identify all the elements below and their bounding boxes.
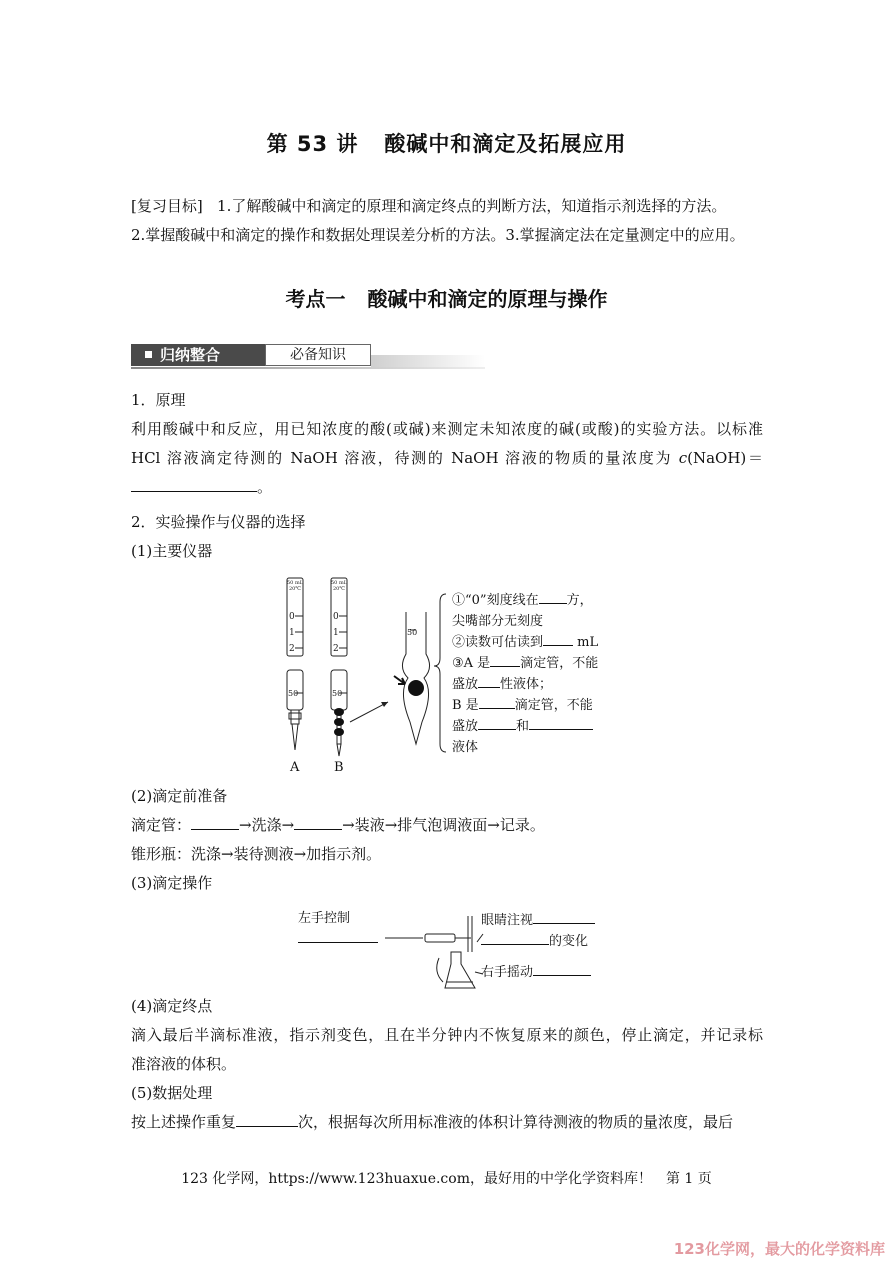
answer-blank[interactable] xyxy=(236,1110,298,1127)
endpoint-block xyxy=(131,992,763,1137)
instrument-heading: (1)主要仪器 xyxy=(131,542,213,560)
buret-a-capacity: 50 mL xyxy=(287,580,304,586)
section-number: 考点一 xyxy=(285,287,346,311)
review-line-2 xyxy=(131,221,763,250)
note-1: ①“0”刻度线在 方， xyxy=(452,593,593,608)
note-2: 尖嘴部分无刻度 xyxy=(452,614,544,629)
glass-bead-icon xyxy=(334,718,344,726)
lecture-number: 第 53 讲 xyxy=(266,132,359,156)
buret-b-scale-2: 2 xyxy=(333,644,339,654)
buret-a-temp: 20℃ xyxy=(289,586,301,592)
operation-heading: 2．实验操作与仪器的选择 xyxy=(131,513,306,531)
buret-notes xyxy=(452,590,622,758)
eyes-label: 眼睛注视 xyxy=(481,910,595,931)
principle-heading: 1．原理 xyxy=(131,391,186,409)
note-4: ③A 是 滴定管，不能 xyxy=(452,656,599,671)
answer-blank[interactable] xyxy=(529,717,593,730)
right-hand-icon xyxy=(437,958,443,982)
prep-line-2: 锥形瓶：洗涤→装待测液→加指示剂。 xyxy=(131,845,382,863)
data-heading: (5)数据处理 xyxy=(131,1084,213,1102)
data-text: 按上述操作重复 次，根据每次所用标准液的体积计算待测液的物质的量浓度，最后 xyxy=(131,1108,763,1137)
page-footer: 123 化学网，https://www.123huaxue.com，最好用的中学化学资料库！ 第 1 页 xyxy=(181,1171,712,1187)
banner-dark-label: 归纳整合 xyxy=(131,344,265,366)
prep-heading: (2)滴定前准备 xyxy=(131,787,228,805)
titration-figure xyxy=(385,912,485,990)
prep-line-1: 滴定管： →洗涤→ →装液→排气泡调液面→记录。 xyxy=(131,811,763,840)
banner-fade xyxy=(371,355,485,367)
buret-b-scale-50: 50 xyxy=(332,689,343,698)
answer-blank[interactable] xyxy=(478,717,516,730)
endpoint-heading: (4)滴定终点 xyxy=(131,997,213,1015)
note-8: 液体 xyxy=(452,740,479,755)
section-title: 酸碱中和滴定的原理与操作 xyxy=(367,287,608,311)
operation-block xyxy=(131,508,763,566)
note-7: 盛放 和 xyxy=(452,716,622,737)
section-heading xyxy=(0,283,893,312)
review-goal-2: 2.掌握酸碱中和滴定的操作和数据处理误差分析的方法。 xyxy=(131,226,506,244)
endpoint-text-1: 滴入最后半滴标准液，指示剂变色，且在半分钟内不恢复原来的颜色，停止滴定，并记录标 xyxy=(131,1026,763,1044)
right-labels xyxy=(481,910,595,983)
review-goal-3: 3.掌握滴定法在定量测定中的应用。 xyxy=(505,226,745,244)
answer-blank[interactable] xyxy=(479,696,515,709)
note-3: ②读数可估读到 mL xyxy=(452,635,599,650)
buret-a-scale-0: 0 xyxy=(289,612,295,622)
brace-icon xyxy=(434,594,446,752)
rubber-tube-bead xyxy=(334,708,344,716)
banner-underline xyxy=(131,367,485,369)
review-goals xyxy=(131,192,763,250)
endpoint-text-2: 准溶液的体积。 xyxy=(131,1055,237,1073)
square-bullet-icon xyxy=(145,351,152,358)
rubber-tube-bead xyxy=(334,728,344,736)
answer-blank[interactable] xyxy=(533,963,591,976)
principle-text-3: 。 xyxy=(131,473,763,502)
eyes-label-2: 的变化 xyxy=(481,931,595,952)
left-hand-label: 左手控制 xyxy=(298,908,378,950)
answer-blank[interactable] xyxy=(478,675,500,688)
prep-block xyxy=(131,782,763,898)
knowledge-banner xyxy=(131,341,485,371)
buret-a-scale-2: 2 xyxy=(289,644,295,654)
answer-blank[interactable] xyxy=(490,654,520,667)
principle-block xyxy=(131,386,763,502)
bead-arrow-icon xyxy=(394,676,405,684)
answer-blank[interactable] xyxy=(533,911,595,924)
banner-box-label: 必备知识 xyxy=(265,344,371,366)
note-6: B 是 滴定管，不能 xyxy=(452,698,593,713)
principle-text-2: HCl 溶液滴定待测的 NaOH 溶液，待测的 NaOH 溶液的物质的量浓度为 c(NaOH)＝ xyxy=(131,449,763,467)
answer-blank[interactable] xyxy=(481,932,549,945)
buret-b-temp: 20℃ xyxy=(333,586,345,592)
review-label: [复习目标] xyxy=(131,197,203,215)
pointer-arrow xyxy=(350,702,388,722)
note-5: 盛放 性液体； xyxy=(452,677,553,692)
review-line-1 xyxy=(131,192,763,221)
buret-a-scale-50: 50 xyxy=(288,689,299,698)
shake-label: 右手摇动 xyxy=(481,962,595,983)
answer-blank[interactable] xyxy=(543,633,573,646)
arrowhead-icon xyxy=(381,702,388,707)
review-goal-1: 1.了解酸碱中和滴定的原理和滴定终点的判断方法，知道指示剂选择的方法。 xyxy=(217,197,727,215)
hand-icon xyxy=(425,934,455,942)
titration-heading: (3)滴定操作 xyxy=(131,874,213,892)
answer-blank[interactable] xyxy=(131,475,257,492)
answer-blank[interactable] xyxy=(294,813,342,830)
lecture-title xyxy=(0,128,893,158)
principle-text-1: 利用酸碱中和反应，用已知浓度的酸(或碱)来测定未知浓度的碱(或酸)的实验方法。以标准 xyxy=(131,420,763,438)
detail-scale-50: 50 xyxy=(407,628,418,637)
buret-b-label: B xyxy=(334,760,344,775)
detail-glass-bead xyxy=(408,680,424,696)
answer-blank[interactable] xyxy=(539,591,567,604)
lecture-title-text: 酸碱中和滴定及拓展应用 xyxy=(384,132,627,156)
answer-blank[interactable] xyxy=(298,930,378,943)
site-watermark: 123化学网，最大的化学资料库 xyxy=(673,1240,885,1258)
buret-b-scale-0: 0 xyxy=(333,612,339,622)
buret-a-scale-1: 1 xyxy=(289,628,295,638)
answer-blank[interactable] xyxy=(191,813,239,830)
buret-b-scale-1: 1 xyxy=(333,628,339,638)
buret-a-label: A xyxy=(290,760,300,775)
buret-b-capacity: 50 mL xyxy=(331,580,348,586)
conical-flask-icon xyxy=(445,952,475,988)
